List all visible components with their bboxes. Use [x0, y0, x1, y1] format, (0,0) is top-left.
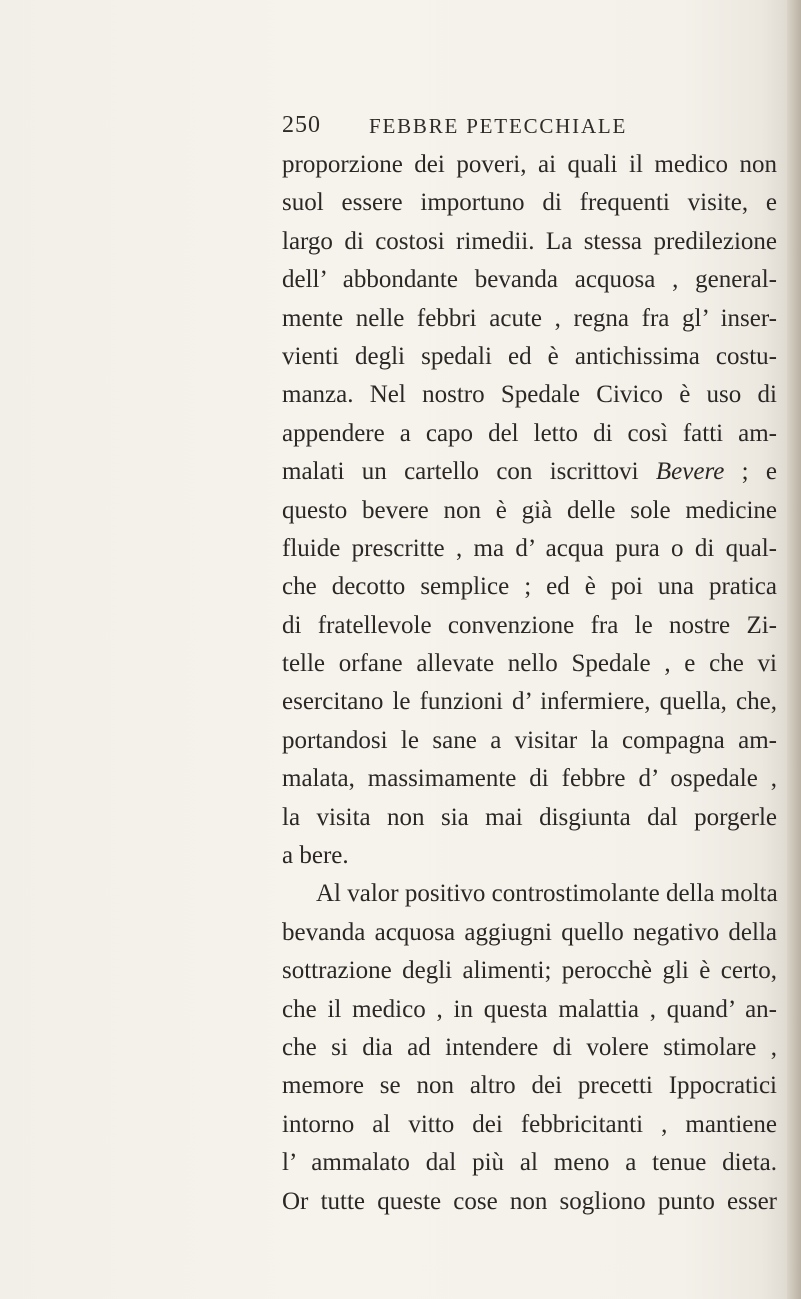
- text-line: sottrazione degli alimenti; perocchè gli è certo,: [282, 957, 777, 985]
- text-line: proporzione dei poveri, ai quali il medico non: [282, 151, 777, 178]
- text-line: telle orfane allevate nello Spedale , e che vi: [282, 650, 777, 678]
- text-line: di fratellevole convenzione fra le nostre Zi-: [282, 611, 777, 639]
- text-line: dell’ abbondante bevanda acquosa , general-: [282, 266, 777, 294]
- text-line: largo di costosi rimedii. La stessa predilezione: [282, 227, 777, 255]
- text-line: suol essere importuno di frequenti visite, e: [282, 189, 777, 217]
- text-line: intorno al vitto dei febbricitanti , mantiene: [282, 1110, 777, 1138]
- text-line: che decotto semplice ; ed è poi una pratica: [282, 573, 777, 601]
- text-line-segment-tail: ; e: [724, 458, 777, 486]
- text-line: che il medico , in questa malattia , quand’ an-: [282, 995, 777, 1023]
- text-line: manza. Nel nostro Spedale Civico è uso di: [282, 381, 777, 409]
- text-line: questo bevere non è già delle sole medicine: [282, 496, 777, 524]
- text-line: la visita non sia mai disgiunta dal porgerle: [282, 803, 777, 831]
- text-line: che si dia ad intendere di volere stimolare ,: [282, 1033, 777, 1061]
- text-line: fluide prescritte , ma d’ acqua pura o di qual-: [282, 534, 777, 562]
- text-line: malata, massimamente di febbre d’ ospedale ,: [282, 765, 777, 793]
- text-line: portandosi le sane a visitar la compagna am-: [282, 726, 777, 754]
- text-line: esercitano le funzioni d’ infermiere, quella, che,: [282, 688, 777, 716]
- text-line: a bere.: [282, 842, 349, 870]
- text-line: appendere a capo del letto di così fatti am-: [282, 419, 777, 447]
- italic-word-bevere: Bevere: [655, 458, 725, 486]
- text-line: memore se non altro dei precetti Ippocratici: [282, 1072, 777, 1100]
- text-line: Or tutte queste cose non sogliono punto esser: [282, 1187, 777, 1215]
- page-header: [282, 112, 768, 148]
- running-title: FEBBRE PETECCHIALE: [369, 114, 628, 138]
- page-edge: [787, 0, 801, 1299]
- text-line-segment: malati un cartello con iscrittovi: [282, 458, 656, 486]
- body-text: [282, 146, 777, 1221]
- text-line: mente nelle febbri acute , regna fra gl’ inser-: [282, 304, 777, 332]
- text-line: vienti degli spedali ed è antichissima costu-: [282, 342, 777, 370]
- text-line-with-italic: [282, 453, 777, 491]
- page-number: 250: [282, 112, 321, 138]
- text-line: Al valor positivo controstimolante della molta: [316, 880, 778, 908]
- text-line: l’ ammalato dal più al meno a tenue dieta.: [282, 1149, 777, 1177]
- text-line: bevanda acquosa aggiugni quello negativo della: [282, 918, 777, 946]
